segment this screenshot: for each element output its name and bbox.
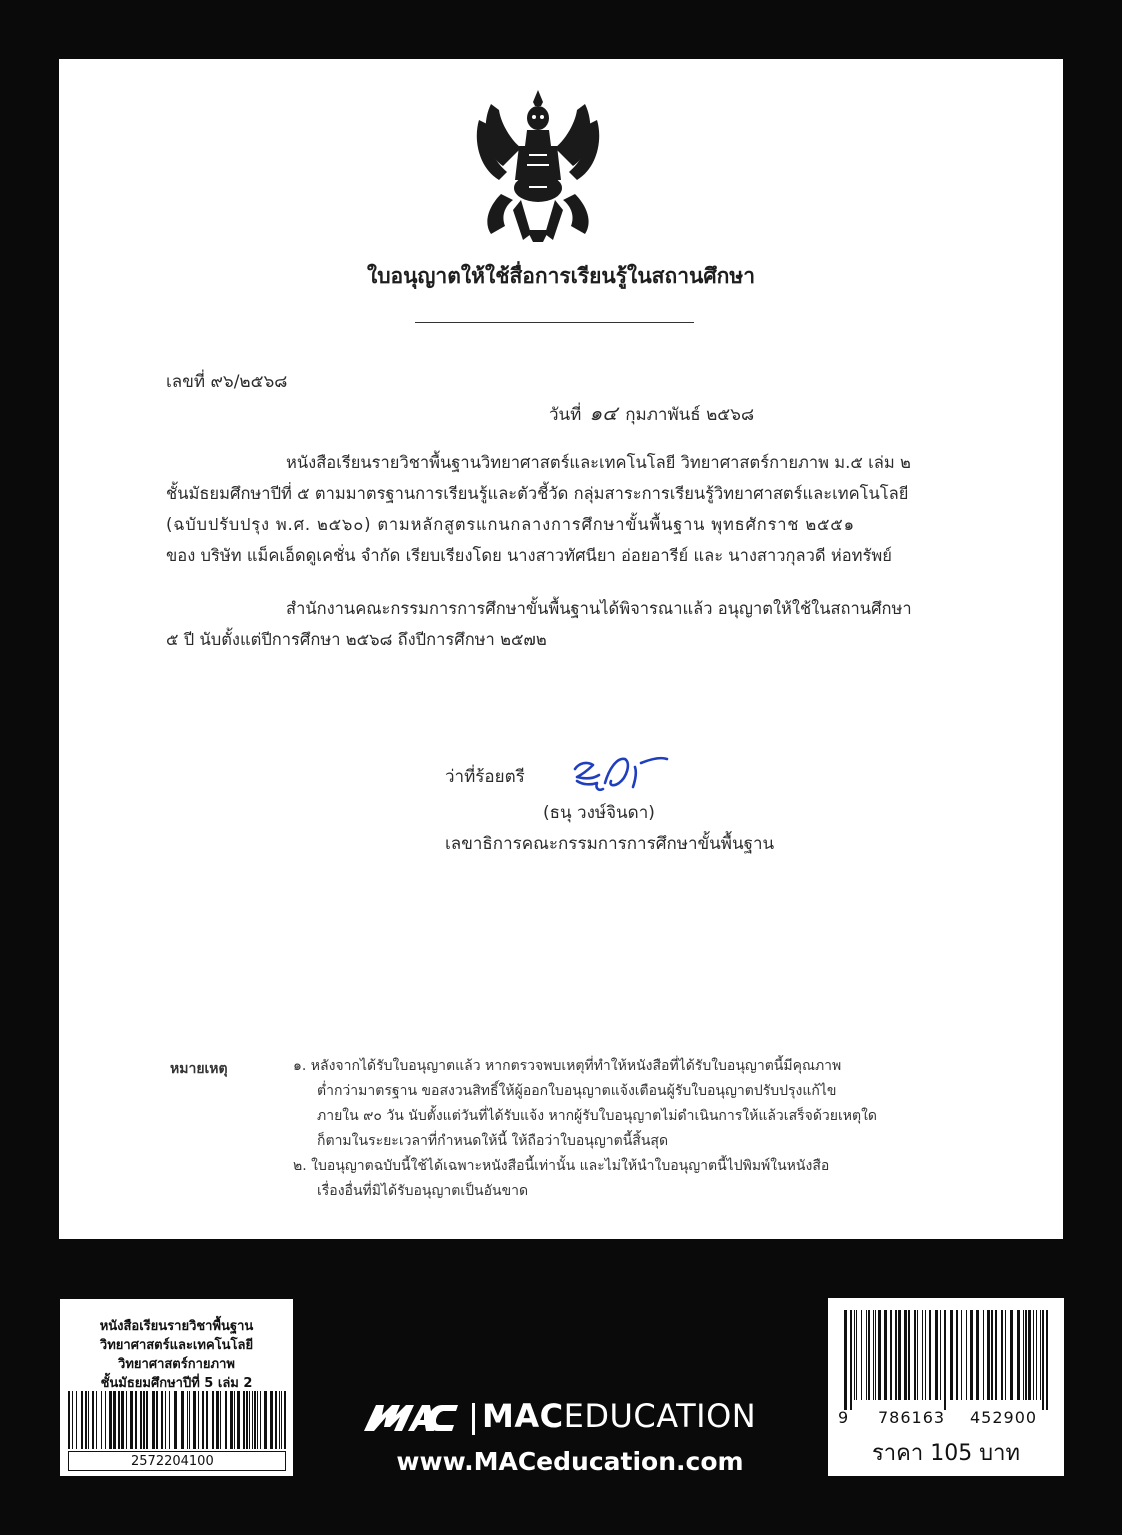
barcode-bar	[193, 1391, 196, 1449]
barcode-bar	[983, 1310, 984, 1400]
paragraph-line: ของ บริษัท แม็คเอ็ดดูเคชั่น จำกัด เรียบเรียงโดย นางสาวทัศนียา อ่อยอารีย์ และ นางสาวกุลวดี ห่อทรัพย์	[166, 546, 892, 565]
brand-bold: MAC	[482, 1397, 564, 1435]
book-code: 2572204100	[68, 1451, 286, 1471]
barcode-bar	[898, 1310, 901, 1400]
barcode-bar	[130, 1391, 133, 1449]
barcode-bar	[202, 1391, 204, 1449]
barcode-bar	[1005, 1310, 1006, 1400]
barcode-bar	[925, 1310, 926, 1400]
isbn-first-digit: 9	[838, 1408, 849, 1427]
note-line: เรื่องอื่นที่มิได้รับอนุญาตเป็นอันขาด	[317, 1183, 529, 1199]
paragraph-book-details	[166, 447, 1056, 571]
barcode-bar	[1036, 1310, 1037, 1400]
publisher-website: www.MACeducation.com	[396, 1447, 744, 1476]
barcode-bar	[237, 1391, 240, 1449]
barcode-bar	[152, 1391, 155, 1449]
barcode-bar	[275, 1391, 277, 1449]
barcode-bar	[987, 1310, 990, 1400]
date-day: ๑๔	[589, 401, 618, 425]
brand-name	[482, 1397, 756, 1435]
barcode-bar	[895, 1310, 897, 1400]
note-item-2	[293, 1154, 829, 1204]
barcode-bar	[165, 1391, 166, 1449]
barcode-bar	[856, 1310, 857, 1400]
barcode-bar	[96, 1391, 97, 1449]
date-month-year: กุมภาพันธ์ ๒๕๖๘	[625, 405, 755, 425]
paragraph-line: ชั้นมัธยมศึกษาปีที่ ๕ ตามมาตรฐานการเรียนรู้และตัวชี้วัด กลุ่มสาระการเรียนรู้วิทยาศาสตร์และเทคโนโลยี	[166, 484, 909, 503]
barcode-bar	[181, 1391, 184, 1449]
barcode-bar	[873, 1310, 874, 1400]
barcode-bar	[109, 1391, 112, 1449]
barcode-bar	[1028, 1310, 1031, 1400]
garuda-emblem	[471, 84, 606, 244]
barcode-bar	[904, 1310, 907, 1400]
note-line: ๒. ใบอนุญาตฉบับนี้ใช้ได้เฉพาะหนังสือนี้เท่านั้น และไม่ให้นำใบอนุญาตนี้ไปพิมพ์ในหนังสือ	[293, 1158, 830, 1174]
notes-label: หมายเหตุ	[170, 1061, 228, 1077]
barcode-bar	[156, 1391, 158, 1449]
barcode-bar	[908, 1310, 910, 1400]
barcode-bar	[861, 1310, 862, 1400]
barcode-bar	[118, 1391, 120, 1449]
barcode-bar	[1033, 1310, 1034, 1400]
barcode-bar	[970, 1310, 973, 1400]
barcode-bar	[161, 1391, 163, 1449]
isbn-group-2: 452900	[970, 1408, 1038, 1427]
barcode-bar	[854, 1310, 855, 1400]
paragraph-line: ๕ ปี นับตั้งแต่ปีการศึกษา ๒๕๖๘ ถึงปีการศึกษา ๒๕๗๒	[166, 630, 547, 649]
barcode-bar	[890, 1310, 892, 1400]
document-date	[549, 397, 754, 429]
barcode-bar	[940, 1310, 941, 1400]
barcode-bar	[956, 1310, 958, 1400]
book-label-line: วิทยาศาสตร์และเทคโนโลยี	[99, 1338, 254, 1353]
isbn-barcode	[842, 1310, 1050, 1410]
barcode-bar	[875, 1310, 876, 1400]
barcode-bar	[1040, 1310, 1041, 1400]
barcode-bar	[135, 1391, 137, 1449]
barcode-bar	[85, 1391, 87, 1449]
date-prefix: วันที่	[549, 405, 582, 425]
isbn-group-1: 786163	[878, 1408, 946, 1427]
barcode-bar	[917, 1310, 918, 1400]
barcode-bar	[914, 1310, 916, 1400]
brand-regular: EDUCATION	[563, 1397, 757, 1435]
mac-logo-icon	[362, 1401, 464, 1433]
barcode-bar	[143, 1391, 145, 1449]
barcode-bar	[1046, 1310, 1048, 1410]
barcode-bar	[88, 1391, 89, 1449]
barcode-bar	[868, 1310, 870, 1400]
barcode-bar	[1001, 1310, 1003, 1400]
barcode-bar	[216, 1391, 219, 1449]
barcode-bar	[284, 1391, 286, 1449]
book-label-line: หนังสือเรียนรายวิชาพื้นฐาน	[99, 1319, 254, 1334]
barcode-bar	[257, 1391, 258, 1449]
barcode-bar	[113, 1391, 116, 1449]
logo-divider	[472, 1403, 475, 1435]
barcode-bar	[991, 1310, 993, 1400]
barcode-bar	[922, 1310, 923, 1400]
paragraph-line: (ฉบับปรับปรุง พ.ศ. ๒๕๖๐) ตามหลักสูตรแกนกลางการศึกษาขั้นพื้นฐาน พุทธศักราช ๒๕๕๑	[166, 515, 855, 534]
barcode-bar	[234, 1391, 235, 1449]
barcode-bar	[1010, 1310, 1013, 1400]
document-title: ใบอนุญาตให้ใช้สื่อการเรียนรู้ในสถานศึกษา	[366, 264, 756, 288]
barcode-bar	[935, 1310, 938, 1400]
isbn-price-sticker	[828, 1298, 1064, 1476]
barcode-bar	[92, 1391, 94, 1449]
barcode-bar	[174, 1391, 177, 1449]
barcode-bar	[1023, 1310, 1024, 1400]
barcode-bar	[72, 1391, 73, 1449]
barcode-bar	[260, 1391, 261, 1449]
barcode-bar	[140, 1391, 142, 1449]
barcode-bar	[76, 1391, 77, 1449]
signer-name: (ธนุ วงษ์จินดา)	[543, 803, 655, 823]
barcode-bar	[169, 1391, 170, 1449]
barcode-bar	[105, 1391, 106, 1449]
barcode-bar	[281, 1391, 282, 1449]
barcode-bar	[243, 1391, 245, 1449]
barcode-bar	[844, 1310, 847, 1410]
signer-rank: ว่าที่ร้อยตรี	[445, 767, 525, 787]
barcode-bar	[1025, 1310, 1027, 1400]
barcode-bar	[878, 1310, 881, 1400]
barcode-bar	[225, 1391, 227, 1449]
book-label-sticker	[60, 1299, 293, 1476]
title-underline	[415, 322, 694, 323]
barcode-bar	[270, 1391, 273, 1449]
document-number: เลขที่ ๙๖/๒๕๖๘	[166, 372, 288, 392]
note-line: ภายใน ๙๐ วัน นับตั้งแต่วันที่ได้รับแจ้ง หากผู้รับใบอนุญาตไม่ดำเนินการให้แล้วเสร็จด้วยเหตุใด	[317, 1108, 878, 1124]
paragraph-approval	[166, 593, 1056, 655]
barcode-bar	[995, 1310, 997, 1400]
barcode-bar	[279, 1391, 280, 1449]
signer-position: เลขาธิการคณะกรรมการการศึกษาขั้นพื้นฐาน	[445, 834, 775, 854]
barcode-bar	[264, 1391, 267, 1449]
book-label-line: ชั้นมัธยมศึกษาปีที่ 5 เล่ม 2	[100, 1376, 253, 1391]
barcode-bar	[944, 1310, 946, 1410]
barcode-bar	[220, 1391, 221, 1449]
barcode-bar	[961, 1310, 962, 1400]
barcode-bar	[230, 1391, 233, 1449]
price-label: ราคา 105 บาท	[871, 1441, 1021, 1466]
barcode-bar	[252, 1391, 253, 1449]
permit-document	[59, 59, 1063, 1239]
book-code-barcode	[66, 1391, 287, 1449]
handwritten-signature	[565, 749, 675, 805]
paragraph-line: หนังสือเรียนรายวิชาพื้นฐานวิทยาศาสตร์และเทคโนโลยี วิทยาศาสตร์กายภาพ ม.๕ เล่ม ๒	[286, 453, 911, 472]
barcode-bar	[976, 1310, 979, 1400]
barcode-bar	[68, 1391, 70, 1449]
barcode-bar	[101, 1391, 102, 1449]
barcode-bar	[187, 1391, 188, 1449]
barcode-bar	[1042, 1310, 1044, 1410]
barcode-bar	[866, 1310, 867, 1400]
barcode-bar	[81, 1391, 83, 1449]
publisher-logo	[362, 1395, 782, 1445]
barcode-bar	[246, 1391, 248, 1449]
barcode-bar	[950, 1310, 953, 1400]
note-item-1	[293, 1054, 877, 1154]
barcode-bar	[206, 1391, 208, 1449]
barcode-bar	[850, 1310, 852, 1410]
paragraph-line: สำนักงานคณะกรรมการการศึกษาขั้นพื้นฐานได้พิจารณาแล้ว อนุญาตให้ใช้ในสถานศึกษา	[286, 599, 912, 618]
barcode-bar	[966, 1310, 967, 1400]
barcode-bar	[212, 1391, 214, 1449]
book-label-line: วิทยาศาสตร์กายภาพ	[118, 1357, 235, 1372]
barcode-bar	[121, 1391, 124, 1449]
note-line: ก็ตามในระยะเวลาที่กำหนดให้นี้ ให้ถือว่าใบอนุญาตนี้สิ้นสุด	[317, 1133, 669, 1149]
barcode-bar	[254, 1391, 256, 1449]
barcode-bar	[198, 1391, 199, 1449]
barcode-bar	[884, 1310, 887, 1400]
barcode-bar	[189, 1391, 190, 1449]
barcode-bar	[249, 1391, 250, 1449]
note-line: ๑. หลังจากได้รับใบอนุญาตแล้ว หากตรวจพบเหตุที่ทำให้หนังสือที่ได้รับใบอนุญาตนี้มีคุณภาพ	[293, 1058, 842, 1074]
book-label-text	[60, 1317, 293, 1393]
isbn-number	[838, 1408, 1054, 1430]
barcode-bar	[126, 1391, 127, 1449]
barcode-bar	[929, 1310, 931, 1400]
barcode-bar	[146, 1391, 148, 1449]
note-line: ต่ำกว่ามาตรฐาน ขอสงวนสิทธิ์ให้ผู้ออกใบอนุญาตแจ้งเตือนผู้รับใบอนุญาตปรับปรุงแก้ไข	[317, 1083, 837, 1099]
barcode-bar	[1017, 1310, 1020, 1400]
